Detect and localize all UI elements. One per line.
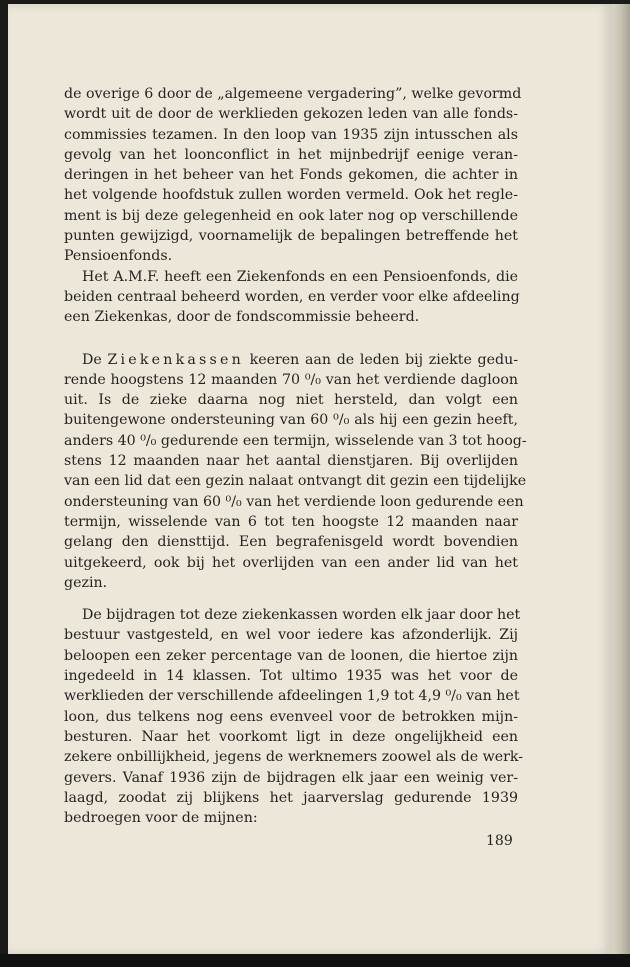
text-line: laagd, zoodat zij blijkens het jaarverslag gedurende 1939 (64, 789, 518, 806)
text-line: het volgende hoofdstuk zullen worden vermeld. Ook het regle- (64, 187, 518, 204)
text-line: wordt uit de door de werklieden gekozen leden van alle fonds- (64, 106, 518, 123)
text-line: deringen in het beheer van het Fonds gekomen, die achter in (64, 167, 518, 184)
text-line: gezin. (64, 574, 108, 591)
text-line: bestuur vastgesteld, en wel voor iedere kas afzonderlijk. Zij (64, 627, 518, 644)
text-line: bedroegen voor de mijnen: (64, 810, 258, 827)
line-suffix: keeren aan de leden bij ziekte gedu- (243, 351, 519, 368)
text-line: beiden centraal beheerd worden, en verder voor elke afdeeling (64, 288, 520, 305)
text-line: buitengewone ondersteuning van 60 ⁰/₀ als hij een gezin heeft, (64, 412, 518, 429)
paragraph-gap (64, 593, 518, 605)
text-line: beloopen een zeker percentage van de loonen, die hiertoe zijn (64, 647, 518, 664)
text-line: loon, dus telkens nog eens evenveel voor de betrokken mijn- (64, 708, 518, 725)
text-line: gelang den diensttijd. Een begrafenisgeld wordt bovendien (64, 534, 518, 551)
page-number: 189 (486, 833, 513, 849)
text-line: commissies tezamen. In den loop van 1935 zijn intusschen als (64, 126, 518, 143)
paragraph-2 (64, 267, 518, 328)
text-line: punten gewijzigd, voornamelijk de bepalingen betreffende het (64, 228, 518, 245)
text-line: uitgekeerd, ook bij het overlijden van een ander lid van het (64, 554, 518, 571)
text-line: termijn, wisselende van 6 tot ten hoogste 12 maanden naar (64, 513, 518, 530)
page-edge (612, 4, 630, 954)
paragraph-4 (64, 605, 524, 828)
text-line: besturen. Naar het voorkomt ligt in deze ongelijkheid een (64, 728, 518, 745)
page-bottom-shadow (0, 954, 630, 967)
spaced-term-ziekenkassen: Ziekenkassen (107, 351, 244, 368)
text-line: De bijdragen tot deze ziekenkassen worden elk jaar door het (82, 607, 521, 624)
text-line (64, 350, 518, 370)
text-line: uit. Is de zieke daarna nog niet hersteld, dan volgt een (64, 392, 518, 409)
text-line: rende hoogstens 12 maanden 70 ⁰/₀ van het verdiende dagloon (64, 371, 518, 388)
text-line: gevolg van het loonconflict in het mijnbedrijf eenige veran- (64, 146, 518, 163)
text-line: Pensioenfonds. (64, 248, 173, 265)
text-line: ondersteuning van 60 ⁰/₀ van het verdiende loon gedurende een (64, 493, 524, 510)
text-line: ingedeeld in 14 klassen. Tot ultimo 1935 was het voor de (64, 668, 518, 685)
text-line: een Ziekenkas, door de fondscommissie beheerd. (64, 309, 420, 326)
text-line: gevers. Vanaf 1936 zijn de bijdragen elk jaar een weinig ver- (64, 769, 518, 786)
line-prefix: De (82, 351, 108, 368)
text-line: Het A.M.F. heeft een Ziekenfonds en een Pensioenfonds, die (82, 268, 518, 285)
text-line: de overige 6 door de „algemeene vergadering”, welke gevormd (64, 86, 522, 102)
text-line: anders 40 ⁰/₀ gedurende een termijn, wisselende van 3 tot hoog- (64, 432, 527, 449)
text-line: zekere onbillijkheid, jegens de werknemers zoowel als de werk- (64, 749, 524, 766)
paragraph-3 (64, 350, 527, 594)
paragraph-1 (64, 84, 522, 267)
body-text (64, 84, 527, 828)
text-line: van een lid dat een gezin nalaat ontvangt dit gezin een tijdelijke (64, 473, 527, 490)
section-gap (64, 328, 518, 350)
text-line: ment is bij deze gelegenheid en ook later nog op verschillende (64, 207, 518, 224)
text-line: stens 12 maanden naar het aantal dienstjaren. Bij overlijden (64, 453, 518, 470)
text-line: werklieden der verschillende afdeelingen 1,9 tot 4,9 ⁰/₀ van het (64, 688, 520, 705)
